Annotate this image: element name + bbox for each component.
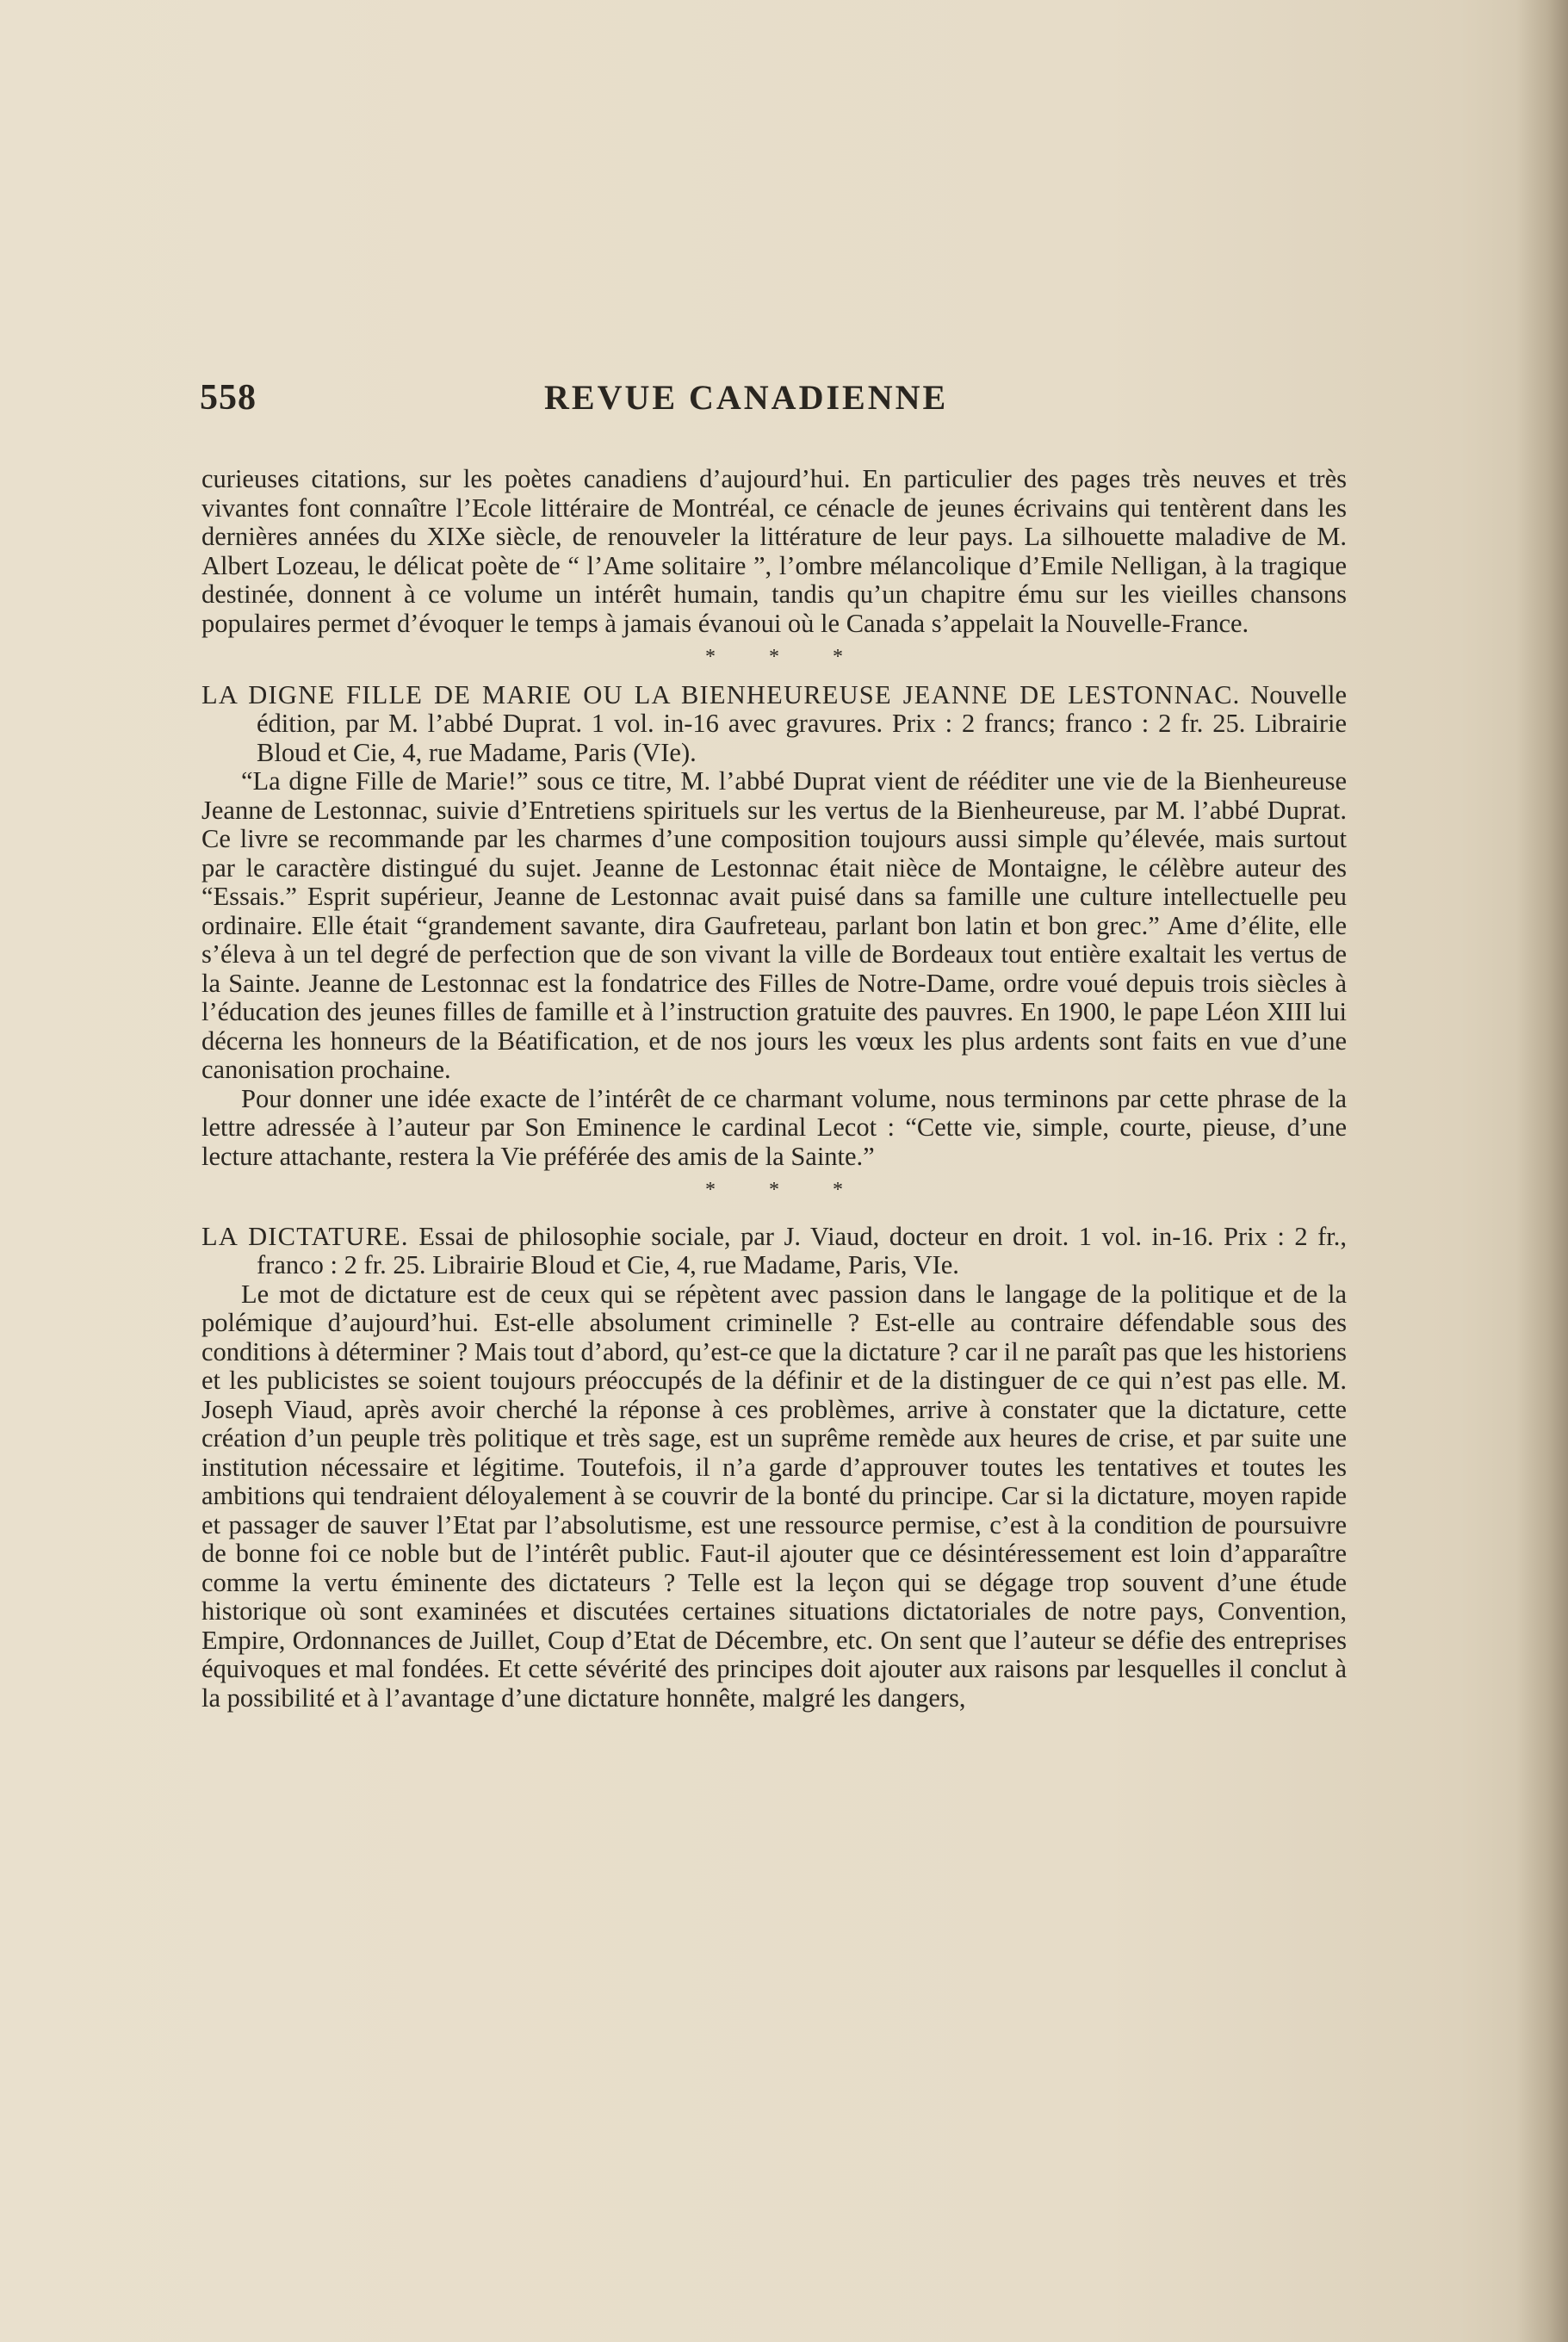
journal-title: REVUE CANADIENNE [544, 378, 949, 417]
running-head [200, 377, 1354, 429]
review-2-paragraph-1: Le mot de dictature est de ceux qui se répètent avec passion dans le langage de la politique et de la polémique d’aujourd’hui. Est-elle absolument criminelle ? Est-elle au contraire défendable sous des conditions à déterminer ? Mais tout d’abord, qu’est-ce que la dictature ? car il ne paraît pas que les historiens et les publicistes se soient toujours préoccupés de la définir et de la distinguer de ce qui n’est pas elle. M. Joseph Viaud, après avoir cherché la réponse à ces problèmes, arrive à constater que la dictature, cette création d’un peuple très politique et très sage, est un suprême remède aux heures de crise, et par suite une institution nécessaire et légitime. Toutefois, il n’a garde d’approuver toutes les tentatives et toutes les ambitions qui tendraient déloyalement à se couvrir de la bonté du principe. Car si la dictature, moyen rapide et passager de sauver l’Etat par l’absolutisme, est une ressource permise, c’est à la condition de poursuivre de bonne foi ce noble but de l’intérêt public. Faut-il ajouter que ce désintéressement est loin d’apparaître comme la vertu éminente des dictateurs ? Telle est la leçon qui se dégage trop souvent d’une étude historique où sont examinées et discutées certaines situations dictatoriales de notre pays, Convention, Empire, Ordonnances de Juillet, Coup d’Etat de Décembre, etc. On sent que l’auteur se défie des entreprises équivoques et mal fondées. Et cette sévérité des principes doit ajouter aux raisons par lesquelles il conclut à la possibilité et à l’avantage d’une dictature honnête, malgré les dangers, [201, 1279, 1347, 1713]
page-edge-shadow [1516, 0, 1568, 2342]
intro-paragraph: curieuses citations, sur les poètes canadiens d’aujourd’hui. En particulier des pages très neuves et très vivantes font connaître l’Ecole littéraire de Montréal, ce cénacle de jeunes écrivains qui tentèrent dans les dernières années du XIXe siècle, de renouveler la littérature de leur pays. La silhouette maladive de M. Albert Lozeau, le délicat poète de “ l’Ame solitaire ”, l’ombre mélancolique d’Emile Nelligan, à la tragique destinée, donnent à ce volume un intérêt humain, tandis qu’un chapitre ému sur les vieilles chansons populaires permet d’évoquer le temps à jamais évanoui où le Canada s’appelait la Nouvelle-France. [201, 464, 1347, 638]
review-2-entry [201, 1223, 1347, 1280]
section-separator: * * * [705, 1179, 867, 1201]
review-1-paragraph-2: Pour donner une idée exacte de l’intérêt de ce charmant volume, nous terminons par cette phrase de la lettre adressée à l’auteur par Son Eminence le cardinal Lecot : “Cette vie, simple, courte, pieuse, d’une lecture attachante, restera la Vie préférée des amis de la Sainte.” [201, 1083, 1347, 1171]
page-content [201, 465, 1347, 1713]
review-2-title: LA DICTATURE. [201, 1221, 409, 1251]
page-number: 558 [200, 378, 257, 418]
review-2-details: Essai de philosophie sociale, par J. Viaud, docteur en droit. 1 vol. in-16. Prix : 2 fr., franco : 2 fr. 25. Librairie Bloud et Cie, 4, rue Madame, Paris, VIe. [257, 1221, 1347, 1279]
review-1-details: Nouvelle édition, par M. l’abbé Duprat. 1 vol. in-16 avec gravures. Prix : 2 francs; franco : 2 fr. 25. Librairie Bloud et Cie, 4, rue Madame, Paris (VIe). [257, 679, 1348, 767]
review-1-entry [201, 681, 1347, 768]
review-1-title: LA DIGNE FILLE DE MARIE OU LA BIENHEUREUSE JEANNE DE LESTONNAC. [201, 679, 1241, 709]
section-separator: * * * [705, 646, 867, 668]
review-1-paragraph-1: “La digne Fille de Marie!” sous ce titre, M. l’abbé Duprat vient de rééditer une vie de la Bienheureuse Jeanne de Lestonnac, suivie d’Entretiens spirituels sur les vertus de la Bienheureuse, par M. l’abbé Duprat. Ce livre se recommande par les charmes d’une composition toujours aussi simple qu’élevée, mais surtout par le caractère distingué du sujet. Jeanne de Lestonnac était nièce de Montaigne, le célèbre auteur des “Essais.” Esprit supérieur, Jeanne de Lestonnac avait puisé dans sa famille une culture intellectuelle peu ordinaire. Elle était “grandement savante, dira Gaufreteau, parlant bon latin et bon grec.” Ame d’élite, elle s’éleva à un tel degré de perfection que de son vivant la ville de Bordeaux tout entière exaltait les vertus de la Sainte. Jeanne de Lestonnac est la fondatrice des Filles de Notre-Dame, ordre voué depuis trois siècles à l’éducation des jeunes filles de famille et à l’instruction gratuite des pauvres. En 1900, le pape Léon XIII lui décerna les honneurs de la Béatification, et de nos jours les vœux les plus ardents sont faits en vue d’une canonisation prochaine. [201, 766, 1347, 1084]
